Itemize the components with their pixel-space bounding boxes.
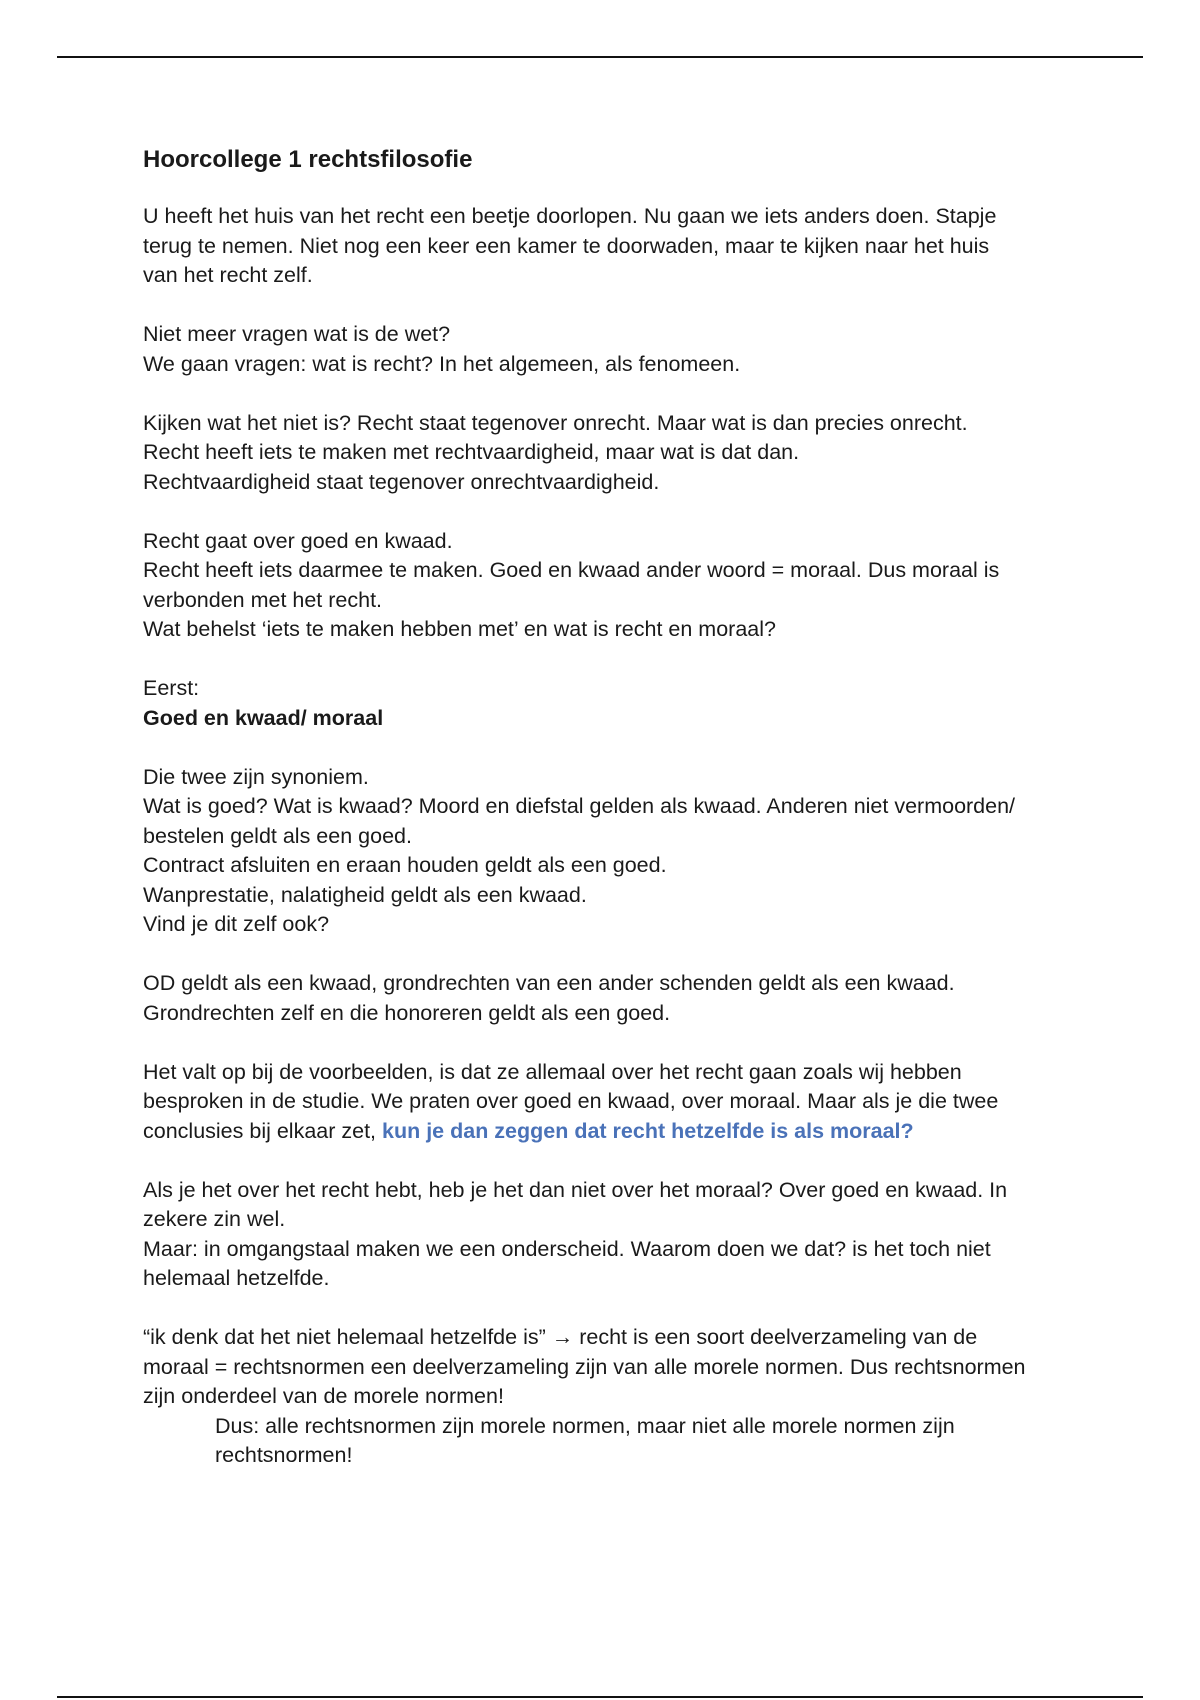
text-line: Die twee zijn synoniem. [143, 764, 369, 789]
document-body [143, 142, 1073, 1500]
text-line: “ik denk dat het niet helemaal hetzelfde is” → recht is een soort deelverzameling van de [143, 1325, 978, 1349]
paragraph-examples [143, 763, 1073, 940]
text-line: Maar: in omgangstaal maken we een onderscheid. Waarom doen we dat? is het toch niet [143, 1236, 991, 1261]
text-line: Kijken wat het niet is? Recht staat tegenover onrecht. Maar wat is dan precies onrecht. [143, 410, 968, 435]
paragraph-grondrechten [143, 969, 1073, 1028]
text-line: Eerst: [143, 676, 200, 700]
document-title: Hoorcollege 1 rechtsfilosofie [143, 146, 473, 173]
text-line: OD geldt als een kwaad, grondrechten van een ander schenden geldt als een kwaad. [143, 971, 955, 995]
text-segment: conclusies bij elkaar zet, [143, 1118, 382, 1143]
text-line: helemaal hetzelfde. [143, 1266, 330, 1290]
text-line: U heeft het huis van het recht een beetje doorlopen. Nu gaan we iets anders doen. Stapje [143, 204, 997, 228]
text-line: Het valt op bij de voorbeelden, is dat ze allemaal over het recht gaan zoals wij hebben [143, 1059, 962, 1084]
text-line: zekere zin wel. [143, 1207, 286, 1231]
paragraph-onrecht [143, 409, 1073, 498]
text-line: Recht heeft iets te maken met rechtvaardigheid, maar wat is dat dan. [143, 440, 800, 464]
text-line: Contract afsluiten en eraan houden geldt als een goed. [143, 853, 667, 877]
text-line: Recht gaat over goed en kwaad. [143, 528, 453, 553]
text-line: Grondrechten zelf en die honoreren geldt als een goed. [143, 1000, 671, 1025]
text-line: Recht heeft iets daarmee te maken. Goed en kwaad ander woord = moraal. Dus moraal is [143, 558, 1000, 582]
indented-line: Dus: alle rechtsnormen zijn morele normen, maar niet alle morele normen zijn [215, 1413, 955, 1438]
paragraph-section-heading [143, 674, 1073, 733]
paragraph-omgangstaal [143, 1176, 1073, 1294]
text-line: Rechtvaardigheid staat tegenover onrechtvaardigheid. [143, 469, 660, 494]
text-line: zijn onderdeel van de morele normen! [143, 1384, 504, 1408]
paragraph-intro [143, 202, 1073, 291]
text-line: moraal = rechtsnormen een deelverzameling zijn van alle morele normen. Dus rechtsnormen [143, 1354, 1026, 1379]
text-line: terug te nemen. Niet nog een keer een kamer te doorwaden, maar te kijken naar het huis [143, 233, 990, 258]
indented-line: rechtsnormen! [215, 1443, 353, 1467]
text-line: Wanprestatie, nalatigheid geldt als een kwaad. [143, 882, 587, 907]
footer-rule [57, 1696, 1143, 1698]
text-line: besproken in de studie. We praten over goed en kwaad, over moraal. Maar als je die twee [143, 1089, 999, 1113]
text-line: bestelen geldt als een goed. [143, 823, 412, 848]
header-rule [57, 56, 1143, 58]
text-line: Als je het over het recht hebt, heb je het dan niet over het moraal? Over goed en kwaad. In [143, 1177, 1008, 1202]
paragraph-questions [143, 320, 1073, 379]
paragraph-deelverzameling [143, 1323, 1073, 1471]
text-line: Wat behelst ‘iets te maken hebben met’ en wat is recht en moraal? [143, 617, 776, 641]
text-line: Niet meer vragen wat is de wet? [143, 322, 451, 346]
text-line: We gaan vragen: wat is recht? In het algemeen, als fenomeen. [143, 351, 741, 376]
text-line: Wat is goed? Wat is kwaad? Moord en diefstal gelden als kwaad. Anderen niet vermoorden/ [143, 794, 1016, 818]
text-line: verbonden met het recht. [143, 587, 383, 612]
text-line [143, 1117, 1073, 1147]
text-line: Vind je dit zelf ook? [143, 912, 330, 936]
section-heading: Goed en kwaad/ moraal [143, 705, 384, 730]
paragraph-conclusion-question [143, 1058, 1073, 1147]
text-line: van het recht zelf. [143, 263, 313, 287]
highlighted-question: kun je dan zeggen dat recht hetzelfde is als moraal? [382, 1118, 914, 1143]
paragraph-goed-kwaad [143, 527, 1073, 645]
